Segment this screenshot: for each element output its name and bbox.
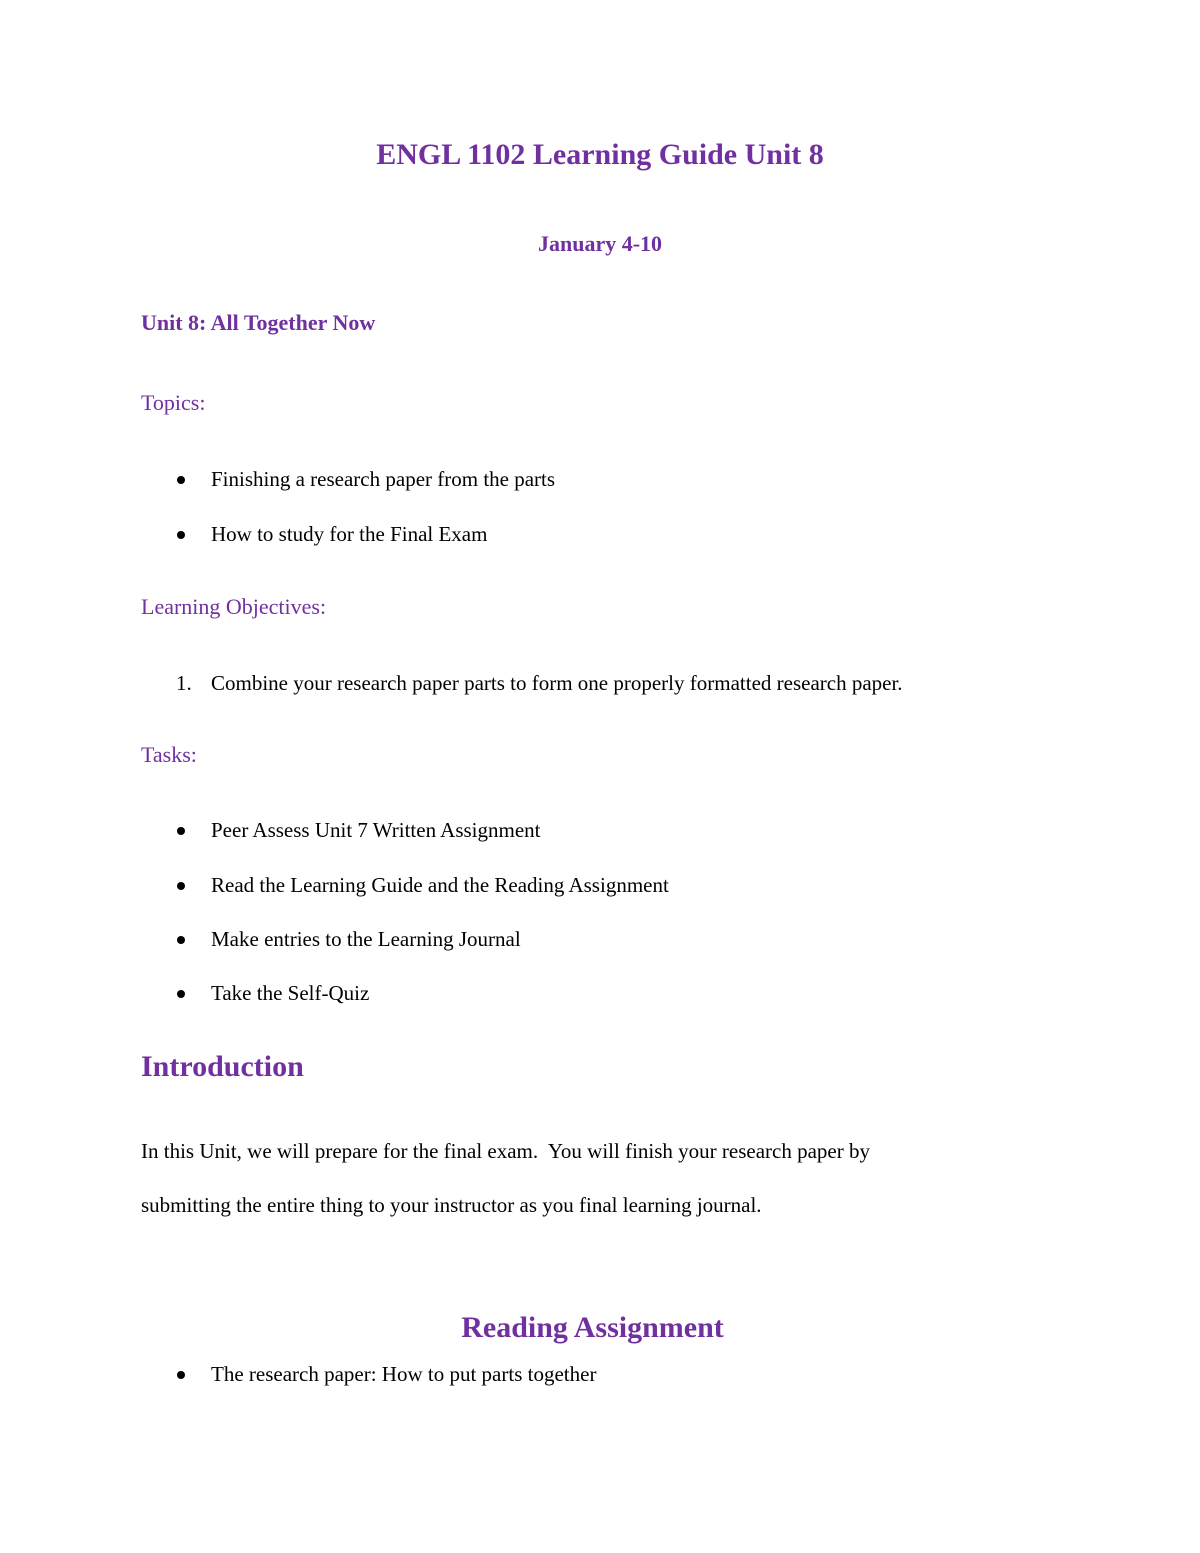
bullet-icon [177,476,185,484]
date-range: January 4-10 [537,231,663,256]
document-title: ENGL 1102 Learning Guide Unit 8 [376,138,824,171]
bullet-icon [177,936,185,944]
topic-item-text: Finishing a research paper from the parts [211,467,556,491]
bullet-icon [177,990,185,998]
introduction-line-1: In this Unit, we will prepare for the final exam. You will finish your research paper by [141,1139,870,1163]
task-item-text: Read the Learning Guide and the Reading Assignment [211,873,669,897]
bullet-icon [177,882,185,890]
list-number: 1. [176,671,192,695]
objective-item-text: Combine your research paper parts to form one properly formatted research paper. [211,671,903,695]
bullet-icon [177,827,185,835]
tasks-label: Tasks: [141,742,197,767]
bullet-icon [177,531,185,539]
reading-item-text: The research paper: How to put parts together [211,1362,597,1386]
unit-heading: Unit 8: All Together Now [141,310,376,335]
bullet-icon [177,1371,185,1379]
introduction-line-2: submitting the entire thing to your instructor as you final learning journal. [141,1193,762,1217]
learning-objectives-label: Learning Objectives: [141,594,327,619]
task-item-text: Peer Assess Unit 7 Written Assignment [211,818,541,842]
topics-label: Topics: [141,390,206,415]
reading-assignment-heading: Reading Assignment [461,1311,724,1344]
task-item-text: Take the Self-Quiz [211,981,370,1005]
task-item-text: Make entries to the Learning Journal [211,927,521,951]
introduction-heading: Introduction [141,1050,304,1083]
topic-item-text: How to study for the Final Exam [211,522,488,546]
